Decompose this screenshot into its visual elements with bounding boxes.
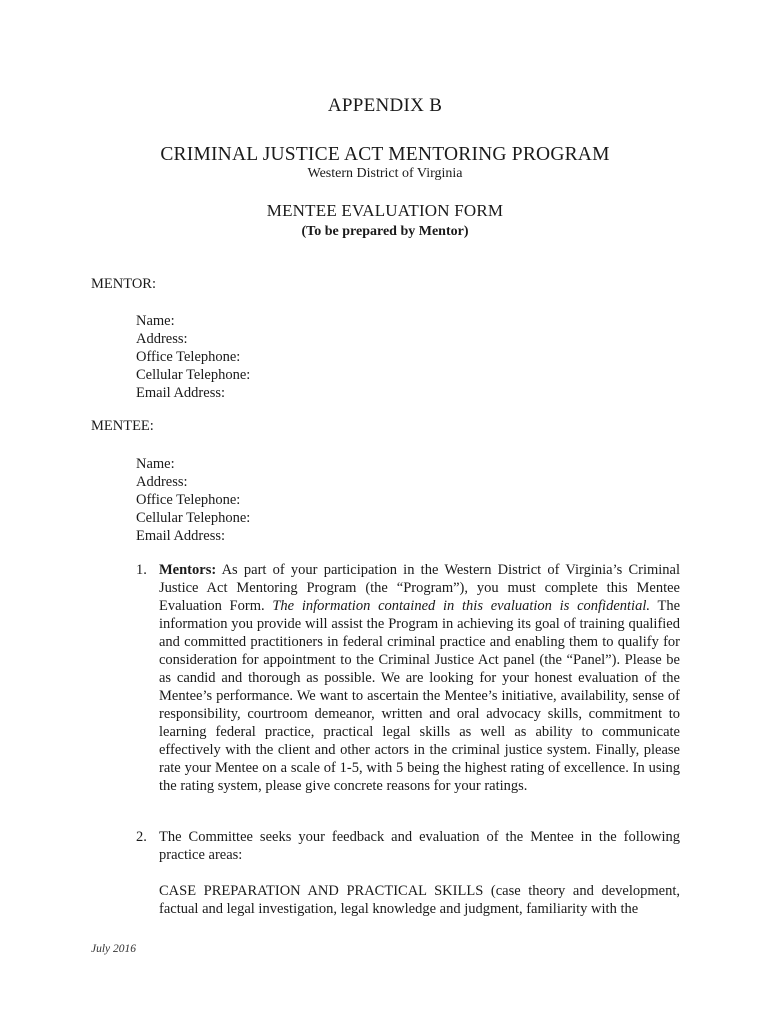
mentors-lead: Mentors:: [159, 562, 217, 578]
item-number: 1.: [136, 562, 147, 578]
district-subtitle: Western District of Virginia: [307, 166, 463, 181]
case-preparation-paragraph: CASE PREPARATION AND PRACTICAL SKILLS (case theory and development, factual and legal investigation, legal knowledge and judgment, familiarity with the: [159, 883, 680, 917]
mentee-address-label: Address:: [136, 474, 188, 490]
item-text-continued: The information you provide will assist the Program in achieving its goal of training qualified and committed practitioners in federal criminal practice and enabling them to qualify for consideration for appointment to the Criminal Justice Act panel (the “Panel”). Please be as candid and thorough as possible. We are looking for your honest evaluation of the Mentee’s performance. We want to ascertain the Mentee’s initiative, availability, sense of responsibility, courtroom demeanor, written and oral advocacy skills, commitment to learning federal practice, practical legal skills as well as ability to communicate effectively with the client and other actors in the criminal justice system. Finally, please rate your Mentee on a scale of 1-5, with 5 being the highest rating of excellence. In using the rating system, please give concrete reasons for your ratings.: [159, 598, 681, 794]
mentee-section-label: MENTEE:: [91, 418, 154, 434]
item-number: 2.: [136, 829, 147, 845]
mentee-name-label: Name:: [136, 456, 175, 472]
form-title: MENTEE EVALUATION FORM: [266, 201, 504, 220]
mentor-fields: [136, 312, 250, 402]
instruction-item-2: [136, 828, 680, 864]
mentee-office-telephone-label: Office Telephone:: [136, 492, 241, 508]
mentee-cellular-telephone-label: Cellular Telephone:: [136, 510, 251, 526]
item-body: The Committee seeks your feedback and evaluation of the Mentee in the following practice areas:: [159, 829, 680, 863]
footer-date: July 2016: [91, 943, 137, 955]
instruction-item-1: [136, 561, 680, 795]
mentor-email-address-label: Email Address:: [136, 385, 226, 401]
mentor-address-label: Address:: [136, 331, 188, 347]
program-title: CRIMINAL JUSTICE ACT MENTORING PROGRAM: [160, 144, 610, 165]
mentor-office-telephone-label: Office Telephone:: [136, 349, 241, 365]
mentee-fields: [136, 455, 250, 545]
prepared-by-note: (To be prepared by Mentor): [301, 224, 469, 239]
item-text: As part of your participation in the Western District of Virginia’s Criminal Justice Act Mentoring Program (the “Program”), you must complete this Mentee Evaluation Form.: [159, 562, 680, 614]
confidential-note: The information contained in this evaluation is confidential.: [272, 598, 650, 614]
item-body: [159, 561, 680, 795]
mentor-cellular-telephone-label: Cellular Telephone:: [136, 367, 251, 383]
appendix-title: APPENDIX B: [327, 95, 443, 116]
mentor-name-label: Name:: [136, 313, 175, 329]
mentor-section-label: MENTOR:: [91, 276, 156, 292]
mentee-email-address-label: Email Address:: [136, 528, 226, 544]
